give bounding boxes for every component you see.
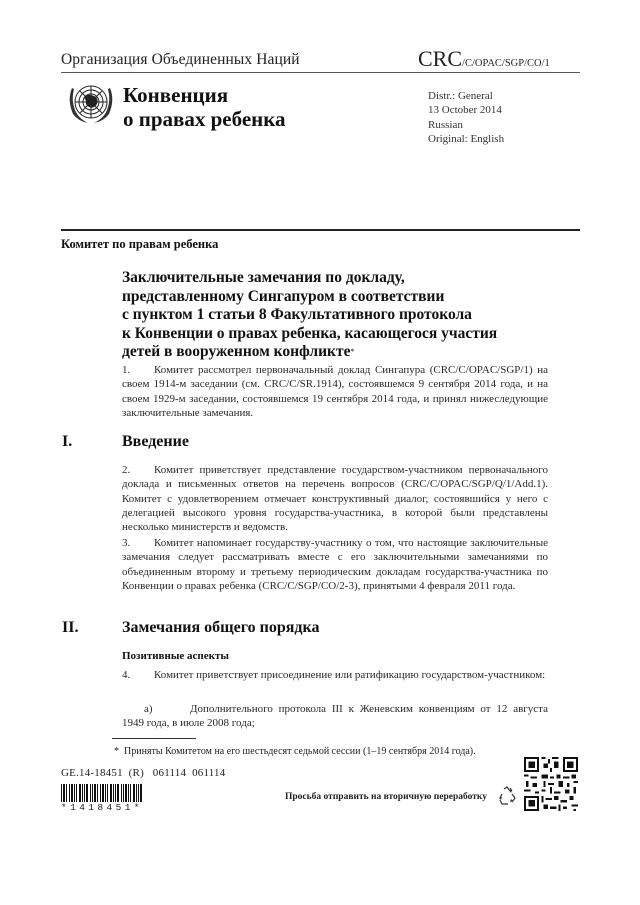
recycle-icon bbox=[496, 785, 518, 807]
symbol-suffix: /C/OPAC/SGP/CO/1 bbox=[462, 58, 550, 69]
footnote-marker: * bbox=[114, 746, 119, 757]
barcode-text: *1418451* bbox=[61, 802, 143, 813]
paragraph-text: Комитет напоминает государству-участнику о том, что настоящие заключительные замечания следует рассматривать вместе с его заключительными замечаниями по объединенным второму и третьему периодическим докладам государства-участника по Конвенции о правах ребенка (CRC/C/SGP/CO/2-3), принятыми 4 февраля 2011 года. bbox=[122, 537, 548, 592]
document-symbol bbox=[418, 46, 550, 72]
paragraph-number: 1. bbox=[122, 364, 131, 376]
paragraph-text: Дополнительного протокола III к Женевским конвенциям от 12 августа 1949 года, в июле 2008 года; bbox=[122, 703, 548, 730]
convention-title-line1: Конвенция bbox=[123, 83, 229, 107]
paragraph-3 bbox=[122, 536, 548, 593]
footnote-text: Приняты Комитетом на его шестьдесят седьмой сессии (1–19 сентября 2014 года). bbox=[124, 746, 476, 757]
title-line: Заключительные замечания по докладу, bbox=[122, 269, 405, 286]
paragraph-4a bbox=[122, 702, 548, 731]
subparagraph-letter: a) bbox=[144, 703, 153, 715]
section-number: II. bbox=[62, 619, 79, 636]
original-language: Original: English bbox=[428, 132, 505, 145]
paragraph-1 bbox=[122, 363, 548, 420]
language: Russian bbox=[428, 118, 463, 131]
job-number: GE.14-18451 (R) 061114 061114 bbox=[61, 767, 226, 779]
section-heading-2 bbox=[62, 619, 319, 637]
distr-label: Distr.: General bbox=[428, 90, 493, 102]
section-title: Введение bbox=[122, 433, 189, 450]
section-rule bbox=[61, 229, 580, 231]
paragraph-2 bbox=[122, 463, 548, 534]
qr-code-icon bbox=[524, 757, 578, 811]
title-line-text: детей в вооруженном конфликте bbox=[122, 343, 351, 361]
paragraph-text: Комитет приветствует присоединение или ратификацию государством-участником: bbox=[154, 669, 546, 681]
section-heading-1 bbox=[62, 433, 189, 451]
paragraph-number: 4. bbox=[122, 669, 131, 681]
committee-name: Комитет по правам ребенка bbox=[61, 237, 219, 251]
convention-title bbox=[123, 83, 286, 131]
footnote-rule bbox=[112, 738, 196, 739]
issue-date: 13 October 2014 bbox=[428, 104, 502, 117]
title-line: с пунктом 1 статьи 8 Факультативного протокола bbox=[122, 306, 472, 324]
recycle-notice: Просьба отправить на вторичную переработку bbox=[285, 792, 487, 802]
paragraph-text: Комитет рассмотрел первоначальный доклад Сингапура (CRC/C/OPAC/SGP/1) на своем 1914-м заседании (см. CRC/C/SR.1914), состоявшемся 9 сентября 2014 года, и на своем 1929-м заседании, состоявшемся 19 сентября 2014 года, и принял нижеследующие заключительные замечания. bbox=[122, 364, 548, 419]
convention-title-line2: о правах ребенка bbox=[123, 107, 286, 131]
paragraph-number: 3. bbox=[122, 537, 131, 549]
title-line: представленному Сингапуром в соответствии bbox=[122, 287, 445, 305]
title-line: к Конвенции о правах ребенка, касающегося участия bbox=[122, 324, 498, 342]
section-number: I. bbox=[62, 433, 73, 450]
footnote bbox=[114, 746, 476, 757]
paragraph-number: 2. bbox=[122, 464, 131, 476]
subsection-heading: Позитивные аспекты bbox=[122, 650, 229, 662]
organization-name: Организация Объединенных Наций bbox=[61, 51, 300, 68]
barcode bbox=[61, 784, 153, 802]
title-line bbox=[122, 343, 552, 362]
paragraph-text: Комитет приветствует представление государством-участником первоначального доклада и письменных ответов на перечень вопросов (CRC/C/OPAC/SGP/Q/1/Add.1). Комитет с удовлетворением отмечает конструктивный диалог, состоявшийся у него с делегацией высокого уровня государства-участника, в которой были представлены несколько министерств и ведомств. bbox=[122, 464, 548, 534]
document-title bbox=[122, 269, 552, 362]
paragraph-4 bbox=[122, 668, 548, 682]
section-title: Замечания общего порядка bbox=[122, 619, 320, 636]
symbol-prefix: CRC bbox=[418, 46, 463, 71]
footnote-marker: * bbox=[350, 347, 355, 357]
distribution-info bbox=[428, 89, 504, 146]
header-rule bbox=[61, 72, 580, 73]
un-emblem-icon bbox=[64, 80, 118, 126]
